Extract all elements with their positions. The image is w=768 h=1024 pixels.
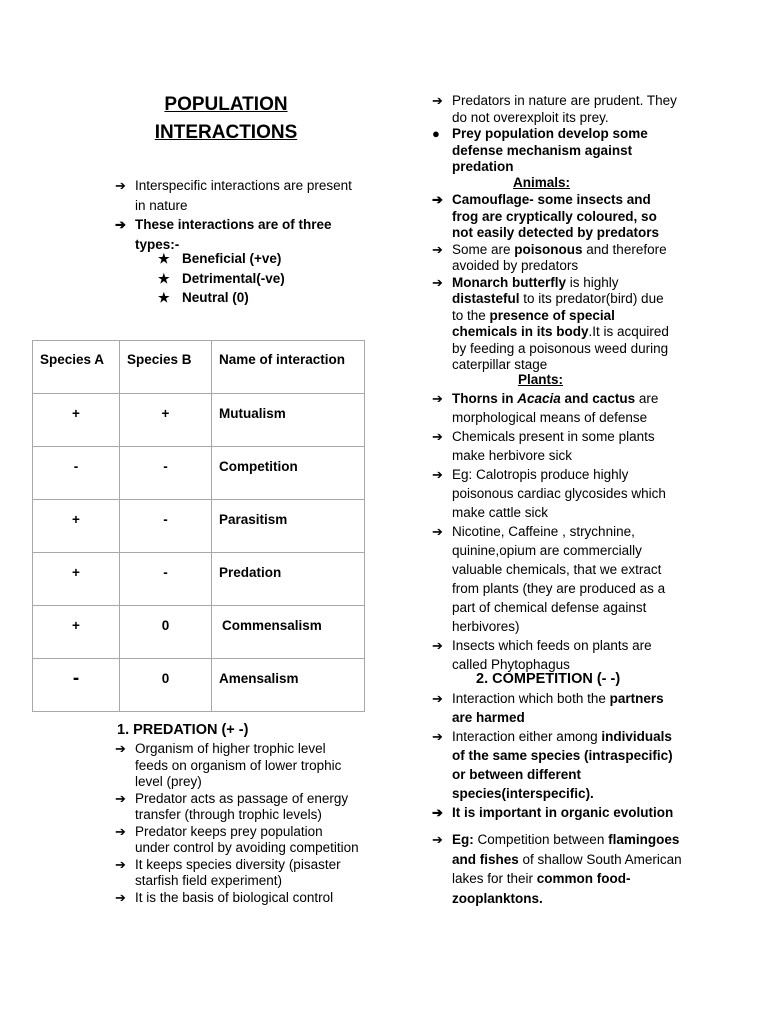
arrow-icon: ➔ [115, 741, 126, 756]
list-item: ➔ It keeps species diversity (pisaster starfish field experiment) [115, 856, 341, 888]
table-row [33, 553, 365, 606]
arrow-icon: ➔ [115, 178, 126, 193]
table-cell: - [33, 447, 120, 500]
list-item: ➔ These interactions are of three types:- [115, 217, 332, 252]
arrow-icon: ➔ [432, 429, 443, 444]
animals-list [432, 192, 677, 374]
table-cell: - [120, 447, 212, 500]
interaction-table [32, 340, 365, 712]
list-item: ➔ Nicotine, Caffeine , strychnine, quinine,opium are commercially valuable chemicals, that we extract from plants (they are produced as a part of chemical defense against herbivores) [432, 524, 666, 634]
arrow-icon: ➔ [115, 217, 126, 232]
arrow-icon: ➔ [115, 889, 126, 905]
list-item: ➔ Camouflage- some insects and frog are cryptically coloured, so not easily detected by predators [432, 192, 660, 240]
table-header: Species B [120, 341, 212, 394]
arrow-icon: ➔ [115, 856, 126, 872]
table-cell: - [33, 659, 120, 712]
page-title-line-1: POPULATION [164, 94, 288, 115]
bullet-icon: ● [432, 126, 440, 141]
table-cell: - [120, 553, 212, 606]
list-item: ➔ Interspecific interactions are present in nature [115, 178, 352, 213]
table-header: Species A [33, 341, 120, 394]
predation-heading: 1. PREDATION (+ -) [117, 722, 249, 738]
intro-list [115, 176, 365, 254]
arrow-icon: ➔ [432, 691, 443, 706]
list-item: ➔ Some are poisonous and therefore avoided by predators [432, 241, 667, 273]
star-icon: ★ [158, 290, 170, 305]
predation-list [115, 741, 360, 906]
table-row [33, 606, 365, 659]
table-cell: + [33, 500, 120, 553]
list-item: ➔ Predators in nature are prudent. They do not overexploit its prey. [432, 93, 677, 125]
plants-list [432, 389, 677, 674]
table-cell: Predation [212, 553, 365, 606]
table-cell: + [33, 394, 120, 447]
table-header: Name of interaction [212, 341, 365, 394]
arrow-icon: ➔ [432, 805, 443, 820]
list-item: ➔ Predator acts as passage of energy transfer (through trophic levels) [115, 790, 349, 822]
table-row [33, 500, 365, 553]
list-item: ➔ Interaction either among individuals of the same species (intraspecific) or between different species(interspecific). [432, 729, 673, 801]
arrow-icon: ➔ [432, 524, 443, 539]
plants-heading: Plants: [518, 372, 564, 387]
table-cell: 0 [120, 606, 212, 659]
prey-defense-list [432, 93, 677, 176]
arrow-icon: ➔ [432, 93, 443, 108]
arrow-icon: ➔ [432, 241, 443, 257]
arrow-icon: ➔ [432, 729, 443, 744]
arrow-icon: ➔ [432, 638, 443, 653]
list-item: ★ Neutral (0) [158, 288, 285, 308]
list-item: ➔ Interaction which both the partners are harmed [432, 691, 664, 725]
table-cell: Mutualism [212, 394, 365, 447]
competition-list [432, 689, 682, 908]
table-row [33, 447, 365, 500]
list-item: ➔ Eg: Competition between flamingoes and fishes of shallow South American lakes for their common food- zooplanktons. [432, 832, 682, 906]
star-icon: ★ [158, 251, 170, 266]
star-icon: ★ [158, 270, 170, 286]
arrow-icon: ➔ [432, 274, 443, 290]
table-header-row [33, 341, 365, 394]
list-item: ➔ Predator keeps prey population under control by avoiding competition [115, 823, 359, 855]
table-cell: Amensalism [212, 659, 365, 712]
list-item: ➔ It is important in organic evolution [432, 805, 674, 820]
arrow-icon: ➔ [432, 832, 443, 847]
list-item: ● Prey population develop some defense mechanism against predation [432, 126, 648, 174]
list-item: ➔ It is the basis of biological control [115, 889, 334, 905]
arrow-icon: ➔ [115, 823, 126, 839]
list-item: ➔ Chemicals present in some plants make herbivore sick [432, 429, 655, 463]
table-cell: + [33, 606, 120, 659]
arrow-icon: ➔ [432, 391, 443, 406]
table-cell: Competition [212, 447, 365, 500]
table-cell: + [33, 553, 120, 606]
list-item: ➔ Organism of higher trophic level feeds on organism of lower trophic level (prey) [115, 741, 342, 789]
page-title-line-2: INTERACTIONS [154, 122, 298, 143]
table-cell: Commensalism [212, 606, 365, 659]
table-row [33, 659, 365, 712]
list-item: ★ Detrimental(-ve) [158, 269, 285, 289]
table-cell: - [120, 500, 212, 553]
table-cell: 0 [120, 659, 212, 712]
list-item: ➔ Eg: Calotropis produce highly poisonous cardiac glycosides which make cattle sick [432, 467, 666, 520]
table-cell: + [120, 394, 212, 447]
competition-heading: 2. COMPETITION (- -) [476, 671, 621, 687]
table-cell: Parasitism [212, 500, 365, 553]
list-item: ★ Beneficial (+ve) [158, 249, 285, 269]
arrow-icon: ➔ [432, 467, 443, 482]
types-list [158, 249, 285, 308]
arrow-icon: ➔ [115, 790, 126, 806]
animals-heading: Animals: [513, 175, 571, 190]
list-item: ➔ Insects which feeds on plants are called Phytophagus [432, 638, 652, 672]
arrow-icon: ➔ [432, 192, 443, 207]
list-item: ➔ Monarch butterfly is highly distasteful to its predator(bird) due to the presence of special chemicals in its body.It is acquired by feeding a poisonous weed during caterpillar stage [432, 274, 669, 372]
list-item: ➔ Thorns in Acacia and cactus are morphological means of defense [432, 391, 659, 425]
table-row [33, 394, 365, 447]
